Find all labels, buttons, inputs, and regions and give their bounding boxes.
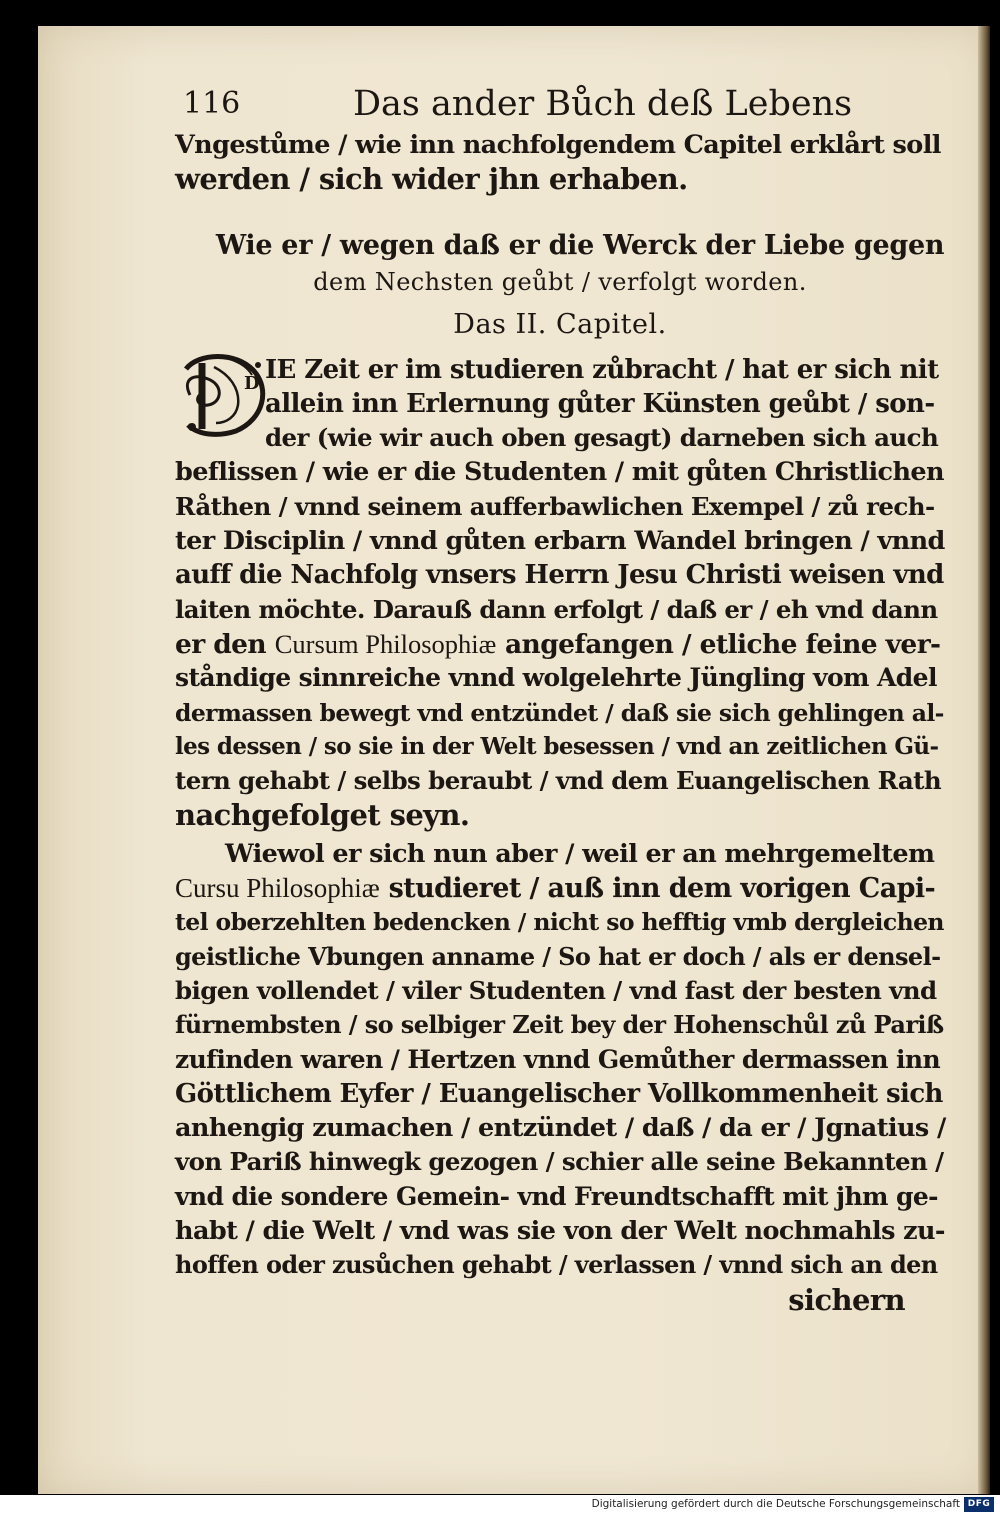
text-line: nachgefolget seyn.: [175, 798, 470, 833]
text-line: Vngestůme / wie inn nachfolgendem Capitel erklårt soll: [175, 130, 941, 160]
paragraph-1: [175, 353, 945, 833]
text-line: laiten möchte. Darauß dann erfolgt / daß er / eh vnd dann: [175, 594, 938, 624]
text-line: dermassen bewegt vnd entzündet / daß sie sich gehlingen al-: [175, 698, 944, 727]
text-line: les dessen / so sie in der Welt besessen / vnd an zeitlichen Gü-: [175, 732, 939, 760]
catchword: sichern: [788, 1282, 905, 1317]
page-number: 116: [183, 86, 241, 121]
continued-text: [175, 128, 945, 197]
text-line: er den Cursum Philosophiæ angefangen / etliche feine ver-: [175, 628, 941, 660]
text-line: vnd die sondere Gemein- vnd Freundtschafft mit jhm ge-: [175, 1181, 938, 1211]
text-line: Wiewol er sich nun aber / weil er an mehrgemeltem: [225, 838, 935, 869]
text-line: IE Zeit er im studieren zůbracht / hat er sich nit: [265, 354, 939, 385]
text-line: bigen vollendet / viler Studenten / vnd fast der besten vnd: [175, 975, 937, 1005]
page-edge: [978, 26, 990, 1494]
text-line: geistliche Vbungen anname / So hat er doch / als er densel-: [175, 941, 941, 971]
text-line: beflissen / wie er die Studenten / mit gůten Christlichen: [175, 457, 944, 488]
footer-bar: [0, 1495, 1000, 1515]
page-header: [175, 80, 945, 128]
text-line: anhengig zumachen / entzündet / daß / da er / Jgnatius /: [175, 1113, 946, 1144]
chapter-number: Das II. Capitel.: [453, 308, 667, 340]
running-head: Das ander Bůch deß Lebens: [353, 84, 853, 124]
chapter-title-line: Wie er / wegen daß er die Werck der Liebe gegen: [215, 229, 945, 261]
dfg-logo-icon: DFG: [964, 1497, 994, 1512]
text-line: der (wie wir auch oben gesagt) darneben sich auch: [265, 423, 939, 453]
text-line: Råthen / vnnd seinem aufferbawlichen Exempel / zů rech-: [175, 491, 935, 521]
funding-note: Digitalisierung gefördert durch die Deutsche Forschungsgemeinschaft: [591, 1498, 960, 1510]
text-line: von Pariß hinwegk gezogen / schier alle seine Bekannten /: [175, 1147, 944, 1177]
decorated-initial-icon: [180, 349, 268, 439]
text-line: auff die Nachfolg vnsers Herrn Jesu Christi weisen vnd: [175, 560, 944, 591]
text-line: allein inn Erlernung gůter Künsten geůbt / son-: [265, 388, 935, 419]
text-line: zufinden waren / Hertzen vnnd Gemůther dermassen inn: [175, 1044, 941, 1074]
text-line: ter Disciplin / vnnd gůten erbarn Wandel bringen / vnnd: [175, 526, 945, 557]
chapter-title-line: dem Nechsten geůbt / verfolgt worden.: [313, 267, 807, 296]
text-line: fürnembsten / so selbiger Zeit bey der Hohenschůl zů Pariß: [175, 1010, 944, 1040]
chapter-title: [175, 227, 945, 299]
text-line: Göttlichem Eyfer / Euangelischer Vollkommenheit sich: [175, 1078, 943, 1109]
text-line: werden / sich wider jhn erhaben.: [175, 162, 688, 197]
paragraph-2: [175, 837, 945, 1283]
text-line: ståndige sinnreiche vnnd wolgelehrte Jüngling vom Adel: [175, 663, 937, 693]
text-line: hoffen oder zusůchen gehabt / verlassen / vnnd sich an den: [175, 1250, 938, 1280]
page-text: [175, 80, 945, 1317]
svg-text:D: D: [244, 372, 260, 394]
text-line: Cursu Philosophiæ studieret / auß inn dem vorigen Capi-: [175, 873, 936, 905]
text-line: tel oberzehlten bedencken / nicht so hefftig vmb dergleichen: [175, 908, 944, 937]
text-line: habt / die Welt / vnd was sie von der Welt nochmahls zu-: [175, 1216, 945, 1247]
text-line: tern gehabt / selbs beraubt / vnd dem Euangelischen Rath: [175, 766, 942, 796]
